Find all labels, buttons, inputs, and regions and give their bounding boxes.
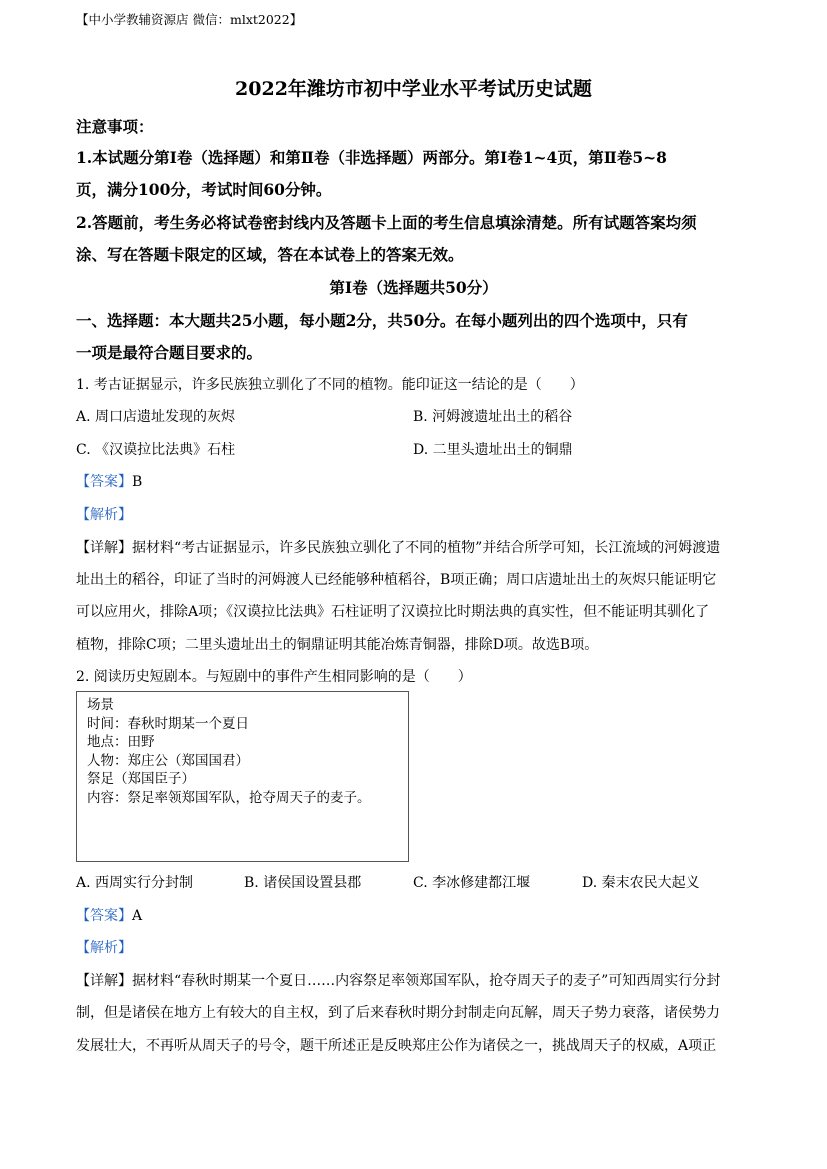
question-1-option-b: B. 河姆渡遗址出土的稻谷 [413, 409, 573, 425]
question-2-option-a: A. 西周实行分封制 [76, 875, 194, 891]
notice-line: 1.本试题分第Ⅰ卷（选择题）和第Ⅱ卷（非选择题）两部分。第Ⅰ卷1~4页，第Ⅱ卷5~8 [76, 148, 667, 167]
question-2-option-c: C. 李冰修建都江堰 [413, 875, 531, 891]
notice-line: 涂、写在答题卡限定的区域，答在本试卷上的答案无效。 [76, 245, 464, 264]
part-intro-line: 一、选择题：本大题共25小题，每小题2分，共50分。在每小题列出的四个选项中，只有 [76, 311, 688, 330]
question-2-stem: 2. 阅读历史短剧本。与短剧中的事件产生相同影响的是（ ） [76, 669, 472, 685]
answer-value: A [132, 908, 143, 924]
question-1-detail-line: 植物，排除C项；二里头遗址出土的铜鼎证明其能冶炼青铜器，排除D项。故选B项。 [76, 637, 599, 653]
part-intro-line: 一项是最符合题目要求的。 [76, 343, 263, 362]
question-2-analysis-tag: 【解析】 [76, 940, 132, 956]
question-1-option-c: C. 《汉谟拉比法典》石柱 [76, 442, 236, 458]
question-1-answer [76, 471, 142, 491]
question-2-option-b: B. 诸侯国设置县郡 [244, 875, 362, 891]
question-1-stem: 1. 考古证据显示，许多民族独立驯化了不同的植物。能印证这一结论的是（ ） [76, 377, 584, 393]
script-box [76, 691, 409, 862]
answer-tag: 【答案】 [76, 474, 132, 490]
question-2-detail-line: 发展壮大，不再听从周天子的号令，题干所述正是反映郑庄公作为诸侯之一，挑战周天子的权威，A项正 [76, 1038, 717, 1054]
question-2-answer [76, 905, 142, 925]
notice-line: 页，满分100分，考试时间60分钟。 [76, 180, 332, 199]
answer-tag: 【答案】 [76, 908, 132, 924]
script-line: 人物：郑庄公（郑国国君） [87, 752, 249, 769]
page-title: 2022年潍坊市初中学业水平考试历史试题 [235, 78, 592, 100]
question-1-option-a: A. 周口店遗址发现的灰烬 [76, 409, 236, 425]
script-line: 内容：祭足率领郑国军队，抢夺周天子的麦子。 [87, 789, 371, 806]
question-1-detail-line: 可以应用火，排除A项；《汉谟拉比法典》石柱证明了汉谟拉比时期法典的真实性，但不能证明其驯化了 [76, 604, 710, 620]
script-line: 场景 [87, 697, 114, 713]
notice-heading: 注意事项： [76, 117, 154, 136]
notice-line: 2.答题前，考生务必将试卷密封线内及答题卡上面的考生信息填涂清楚。所有试题答案均须 [76, 213, 697, 232]
question-2-detail-line: 【详解】据材料“春秋时期某一个夏日……内容祭足率领郑国军队，抢夺周天子的麦子”可知西周实行分封 [76, 973, 721, 989]
answer-value: B [132, 474, 143, 490]
script-line: 祭足（郑国臣子） [87, 771, 195, 788]
question-1-detail-line: 【详解】据材料“考古证据显示，许多民族独立驯化了不同的植物”并结合所学可知，长江流域的河姆渡遗 [76, 540, 721, 556]
question-2-detail-line: 制，但是诸侯在地方上有较大的自主权，到了后来春秋时期分封制走向瓦解，周天子势力衰落，诸侯势力 [76, 1005, 720, 1021]
question-2-option-d: D. 秦末农民大起义 [582, 875, 700, 891]
page-header: 【中小学教辅资源店 微信：mlxt2022】 [76, 12, 303, 27]
question-1-analysis-tag: 【解析】 [76, 507, 132, 523]
question-1-detail-line: 址出土的稻谷，印证了当时的河姆渡人已经能够种植稻谷，B项正确；周口店遗址出土的灰烬只能证明它 [76, 572, 717, 588]
question-1-option-d: D. 二里头遗址出土的铜鼎 [413, 442, 573, 458]
section-title: 第Ⅰ卷（选择题共50分） [329, 278, 498, 297]
script-line: 地点：田野 [87, 734, 155, 751]
script-line: 时间：春秋时期某一个夏日 [87, 715, 249, 732]
